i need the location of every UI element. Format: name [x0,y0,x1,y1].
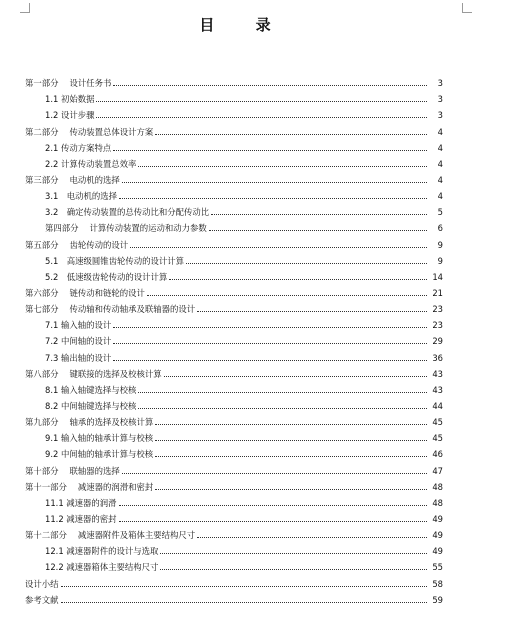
toc-entry-label: 7.2 中间轴的设计 [45,336,112,347]
toc-entry-page-number: 3 [437,94,443,105]
dot-leader [186,262,427,264]
toc-entry[interactable] [25,572,443,588]
toc-entry[interactable] [25,250,443,266]
toc-entry-page-number: 4 [437,191,443,202]
toc-entry-page-number: 23 [432,304,443,315]
toc-entry[interactable] [25,443,443,459]
toc-entry[interactable] [25,589,443,605]
toc-entry-page-number: 14 [432,271,443,282]
toc-entry-page-number: 4 [437,158,443,169]
toc-entry-page-number: 9 [437,239,443,250]
toc-entry[interactable] [25,492,443,508]
dot-leader [138,391,427,393]
toc-entry[interactable] [25,266,443,282]
toc-entry[interactable] [25,137,443,153]
toc-entry-page-number: 23 [432,320,443,331]
toc-entry-page-number: 9 [437,255,443,266]
toc-entry-label: 第十二部分 减速器附件及箱体主要结构尺寸 [25,530,196,541]
dot-leader [147,294,427,296]
toc-entry[interactable] [25,427,443,443]
toc-entry-page-number: 6 [437,223,443,234]
toc-entry-page-number: 4 [437,142,443,153]
dot-leader [155,488,427,490]
toc-entry[interactable] [25,185,443,201]
toc-entry-page-number: 45 [432,417,443,428]
toc-entry-page-number: 47 [432,465,443,476]
toc-entry-page-number: 44 [432,400,443,411]
dot-leader [113,149,427,151]
toc-entry[interactable] [25,459,443,475]
toc-entry-page-number: 55 [432,562,443,573]
dot-leader [164,375,427,377]
toc-entry-label: 1.1 初始数据 [45,94,95,105]
toc-entry-label: 11.2 减速器的密封 [45,513,117,524]
crop-mark-top-right [462,3,472,13]
toc-entry-label: 第七部分 传动轴和传动轴承及联轴器的设计 [25,304,196,315]
toc-entry-label: 第五部分 齿轮传动的设计 [25,239,129,250]
toc-entry[interactable] [25,153,443,169]
toc-entry[interactable] [25,540,443,556]
toc-entry[interactable] [25,72,443,88]
dot-leader [61,601,428,603]
toc-entry-page-number: 3 [437,78,443,89]
dot-leader [113,326,427,328]
toc-entry-label: 第四部分 计算传动装置的运动和动力参数 [45,223,207,234]
dot-leader [96,100,427,102]
toc-entry-label: 第六部分 链传动和链轮的设计 [25,287,145,298]
dot-leader [113,342,427,344]
toc-entry-page-number: 49 [432,513,443,524]
dot-leader [113,84,427,86]
toc-entry-label: 8.1 输入轴键选择与校核 [45,384,137,395]
toc-entry-page-number: 4 [437,126,443,137]
toc-entry-page-number: 46 [432,449,443,460]
toc-entry[interactable] [25,120,443,136]
toc-entry-label: 9.2 中间轴的轴承计算与校核 [45,449,154,460]
toc-entry-label: 9.1 输入轴的轴承计算与校核 [45,433,154,444]
toc-entry-label: 第三部分 电动机的选择 [25,174,120,185]
crop-mark-top-left [20,3,30,13]
dot-leader [211,213,427,215]
dot-leader [119,520,427,522]
toc-entry-label: 第十一部分 减速器的润滑和密封 [25,481,154,492]
toc-entry-page-number: 58 [432,578,443,589]
toc-entry[interactable] [25,314,443,330]
toc-entry-page-number: 36 [432,352,443,363]
dot-leader [160,552,427,554]
dot-leader [113,359,427,361]
dot-leader [155,133,427,135]
dot-leader [119,197,427,199]
toc-entry[interactable] [25,395,443,411]
toc-entry[interactable] [25,363,443,379]
dot-leader [96,116,427,118]
toc-entry[interactable] [25,233,443,249]
dot-leader [209,229,427,231]
toc-entry[interactable] [25,217,443,233]
toc-entry[interactable] [25,411,443,427]
dot-leader [155,423,427,425]
toc-entry[interactable] [25,524,443,540]
dot-leader [160,568,427,570]
dot-leader [130,246,427,248]
page-title: 目 录 [199,16,289,34]
toc-entry-label: 7.3 输出轴的设计 [45,352,112,363]
toc-entry-page-number: 48 [432,497,443,508]
toc-entry-page-number: 49 [432,546,443,557]
toc-entry-label: 11.1 减速器的润滑 [45,497,117,508]
dot-leader [122,181,427,183]
toc-entry-label: 第九部分 轴承的选择及校核计算 [25,417,154,428]
toc-entry[interactable] [25,330,443,346]
dot-leader [119,504,427,506]
toc-entry-page-number: 43 [432,368,443,379]
toc-entry-page-number: 43 [432,384,443,395]
dot-leader [197,536,427,538]
toc-entry-label: 第一部分 设计任务书 [25,78,112,89]
toc-entry-label: 12.1 减速器附件的设计与选取 [45,546,159,557]
dot-leader [155,439,427,441]
toc-entry-label: 2.2 计算传动装置总效率 [45,158,137,169]
toc-entry-label: 3.2 确定传动装置的总传动比和分配传动比 [45,207,210,218]
toc-entry-page-number: 45 [432,433,443,444]
toc-entry-label: 第十部分 联轴器的选择 [25,465,120,476]
toc-entry[interactable] [25,169,443,185]
toc-entry-label: 2.1 传动方案特点 [45,142,112,153]
toc-entry[interactable] [25,346,443,362]
toc-entry[interactable] [25,282,443,298]
toc-entry-label: 5.2 低速级齿轮传动的设计计算 [45,271,168,282]
dot-leader [155,455,427,457]
toc-entry-page-number: 3 [437,110,443,121]
toc-entry-label: 5.1 高速级圆锥齿轮传动的设计计算 [45,255,184,266]
toc-entry-page-number: 48 [432,481,443,492]
toc-entry[interactable] [25,298,443,314]
toc-entry-label: 设计小结 [25,578,59,589]
toc-entry-page-number: 29 [432,336,443,347]
toc-entry-label: 1.2 设计步骤 [45,110,95,121]
toc-entry[interactable] [25,88,443,104]
toc-entry-label: 第二部分 传动装置总体设计方案 [25,126,154,137]
toc-entry[interactable] [25,476,443,492]
dot-leader [138,165,427,167]
toc-entry[interactable] [25,379,443,395]
toc-entry[interactable] [25,201,443,217]
toc-entry[interactable] [25,104,443,120]
table-of-contents [25,72,443,605]
toc-entry[interactable] [25,508,443,524]
toc-entry-page-number: 59 [432,594,443,605]
dot-leader [61,585,428,587]
dot-leader [138,407,427,409]
toc-entry-label: 7.1 输入轴的设计 [45,320,112,331]
toc-entry-page-number: 21 [432,287,443,298]
dot-leader [197,310,427,312]
toc-entry-label: 8.2 中间轴键选择与校核 [45,400,137,411]
toc-entry-label: 第八部分 键联接的选择及校核计算 [25,368,162,379]
toc-entry-page-number: 5 [437,207,443,218]
toc-entry-page-number: 49 [432,530,443,541]
toc-entry-label: 参考文献 [25,594,59,605]
dot-leader [122,472,427,474]
toc-entry-page-number: 4 [437,174,443,185]
toc-entry[interactable] [25,556,443,572]
toc-entry-label: 12.2 减速器箱体主要结构尺寸 [45,562,159,573]
dot-leader [169,278,427,280]
toc-entry-label: 3.1 电动机的选择 [45,191,117,202]
